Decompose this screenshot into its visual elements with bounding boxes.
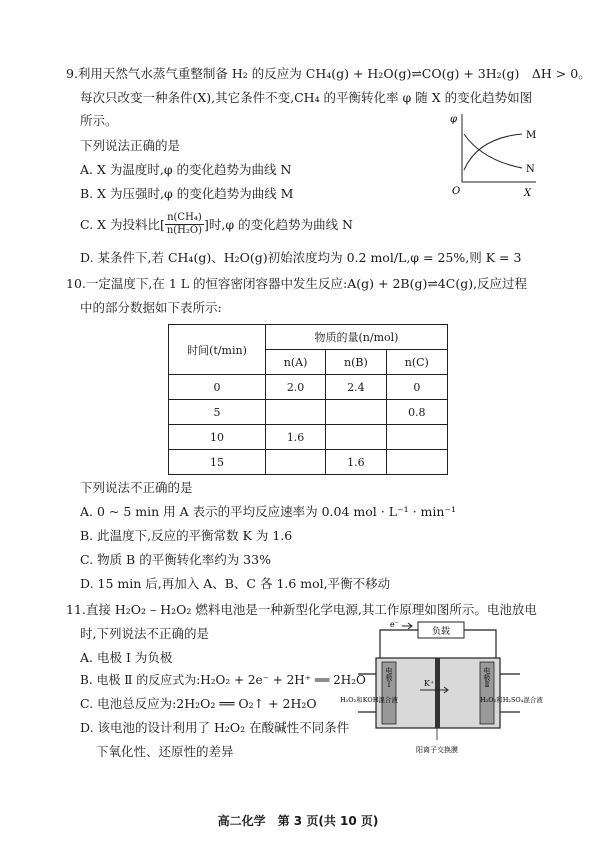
q9-option-c — [80, 212, 353, 237]
page-footer: 高二化学 第 3 页(共 10 页) — [217, 814, 379, 828]
cell-nb — [326, 400, 386, 425]
graph-xlabel: X — [524, 188, 532, 199]
q11-option-d-line1: D. 该电池的设计利用了 H₂O₂ 在酸碱性不同条件 — [80, 720, 350, 735]
cell-nc — [386, 450, 447, 475]
q9-prompt: 下列说法正确的是 — [80, 138, 181, 153]
q9-option-c-fraction — [165, 212, 204, 237]
cell-nb: 2.4 — [326, 375, 386, 400]
q10-data-table — [168, 324, 448, 475]
q10-stem-line1: 10.一定温度下,在 1 L 的恒容密闭容器中发生反应:A(g) + 2B(g)⇌4C(g),反应过程 — [66, 276, 528, 291]
table-row — [169, 425, 448, 450]
q11-option-b: B. 电极 Ⅱ 的反应式为:H₂O₂ + 2e⁻ + 2H⁺ ══ 2H₂O — [80, 673, 366, 687]
graph-ylabel: φ — [450, 114, 458, 125]
cell-time: 15 — [169, 450, 266, 475]
cell-na — [266, 400, 326, 425]
cell-time: 10 — [169, 425, 266, 450]
load-label: 负载 — [431, 627, 451, 637]
left-solution-label: H₂O₂和KOH混合液 — [340, 696, 398, 704]
header-time: 时间(t/min) — [169, 325, 266, 375]
membrane-label: 阳离子交换膜 — [416, 746, 458, 754]
q10-option-a: A. 0 ~ 5 min 用 A 表示的平均反应速率为 0.04 mol · L⁻¹ · min⁻¹ — [80, 504, 457, 519]
electrode-1-label: 电极Ⅰ — [385, 667, 393, 689]
electron-label: e⁻ — [390, 620, 399, 629]
q9-option-d: D. 某条件下,若 CH₄(g)、H₂O(g)初始浓度均为 0.2 mol/L,φ = 25%,则 K = 3 — [80, 250, 522, 265]
curve-n-label: N — [526, 164, 535, 175]
q9-option-a: A. X 为温度时,φ 的变化趋势为曲线 N — [80, 162, 292, 177]
q9-graph — [448, 110, 540, 202]
q9-stem-line2: 每次只改变一种条件(X),其它条件不变,CH₄ 的平衡转化率 φ 随 X 的变化趋势如图 — [80, 90, 533, 105]
q11-fuel-cell-diagram — [340, 618, 543, 758]
table-row — [169, 375, 448, 400]
q11-stem-line1: 11.直接 H₂O₂ – H₂O₂ 燃料电池是一种新型化学电源,其工作原理如图所示。电池放电 — [66, 602, 537, 617]
cell-nb — [326, 425, 386, 450]
cell-time: 0 — [169, 375, 266, 400]
q9-option-c-suffix: ]时,φ 的变化趋势为曲线 N — [204, 216, 353, 232]
cell-na — [266, 450, 326, 475]
q11-option-c: C. 电池总反应为:2H₂O₂ ══ O₂↑ + 2H₂O — [80, 696, 317, 711]
cell-nb: 1.6 — [326, 450, 386, 475]
header-nc: n(C) — [386, 350, 447, 375]
electrode-2-label: 电极Ⅱ — [483, 667, 491, 689]
curve-m-label: M — [526, 130, 537, 141]
table-header-row — [169, 325, 448, 350]
cell-nc: 0.8 — [386, 400, 447, 425]
table-row — [169, 450, 448, 475]
q10-prompt: 下列说法不正确的是 — [80, 480, 193, 495]
cell-na: 2.0 — [266, 375, 326, 400]
q11-option-d-line2: 下氧化性、还原性的差异 — [96, 744, 234, 759]
header-amount: 物质的量(n/mol) — [266, 325, 448, 350]
curve-n — [464, 134, 522, 168]
ion-label: K⁺ — [424, 679, 435, 688]
q11-option-a: A. 电极 Ⅰ 为负极 — [80, 650, 173, 665]
q9-stem-line3: 所示。 — [80, 113, 118, 128]
q11-stem-line2: 时,下列说法不正确的是 — [80, 626, 209, 641]
q10-option-d: D. 15 min 后,再加入 A、B、C 各 1.6 mol,平衡不移动 — [80, 576, 391, 591]
q9-stem-line1: 9.利用天然气水蒸气重整制备 H₂ 的反应为 CH₄(g) + H₂O(g)⇌CO(g) + 3H₂(g) ΔH > 0。 — [66, 66, 591, 81]
cell-nc — [386, 425, 447, 450]
cell-na: 1.6 — [266, 425, 326, 450]
q10-option-c: C. 物质 B 的平衡转化率约为 33% — [80, 552, 271, 567]
header-nb: n(B) — [326, 350, 386, 375]
q10-option-b: B. 此温度下,反应的平衡常数 K 为 1.6 — [80, 528, 293, 543]
right-solution-label: H₂O₂和H₂SO₄混合液 — [480, 696, 543, 704]
cation-exchange-membrane — [435, 658, 440, 728]
cell-nc: 0 — [386, 375, 447, 400]
fraction-numerator: n(CH₄) — [165, 212, 204, 225]
cell-time: 5 — [169, 400, 266, 425]
q9-option-c-prefix: C. X 为投料比[ — [80, 216, 165, 232]
fraction-denominator: n(H₂O) — [166, 225, 202, 236]
q10-stem-line2: 中的部分数据如下表所示: — [80, 300, 222, 315]
header-na: n(A) — [266, 350, 326, 375]
curve-m — [464, 134, 522, 170]
table-row — [169, 400, 448, 425]
q9-option-b: B. X 为压强时,φ 的变化趋势为曲线 M — [80, 186, 294, 201]
graph-origin: O — [452, 186, 461, 197]
